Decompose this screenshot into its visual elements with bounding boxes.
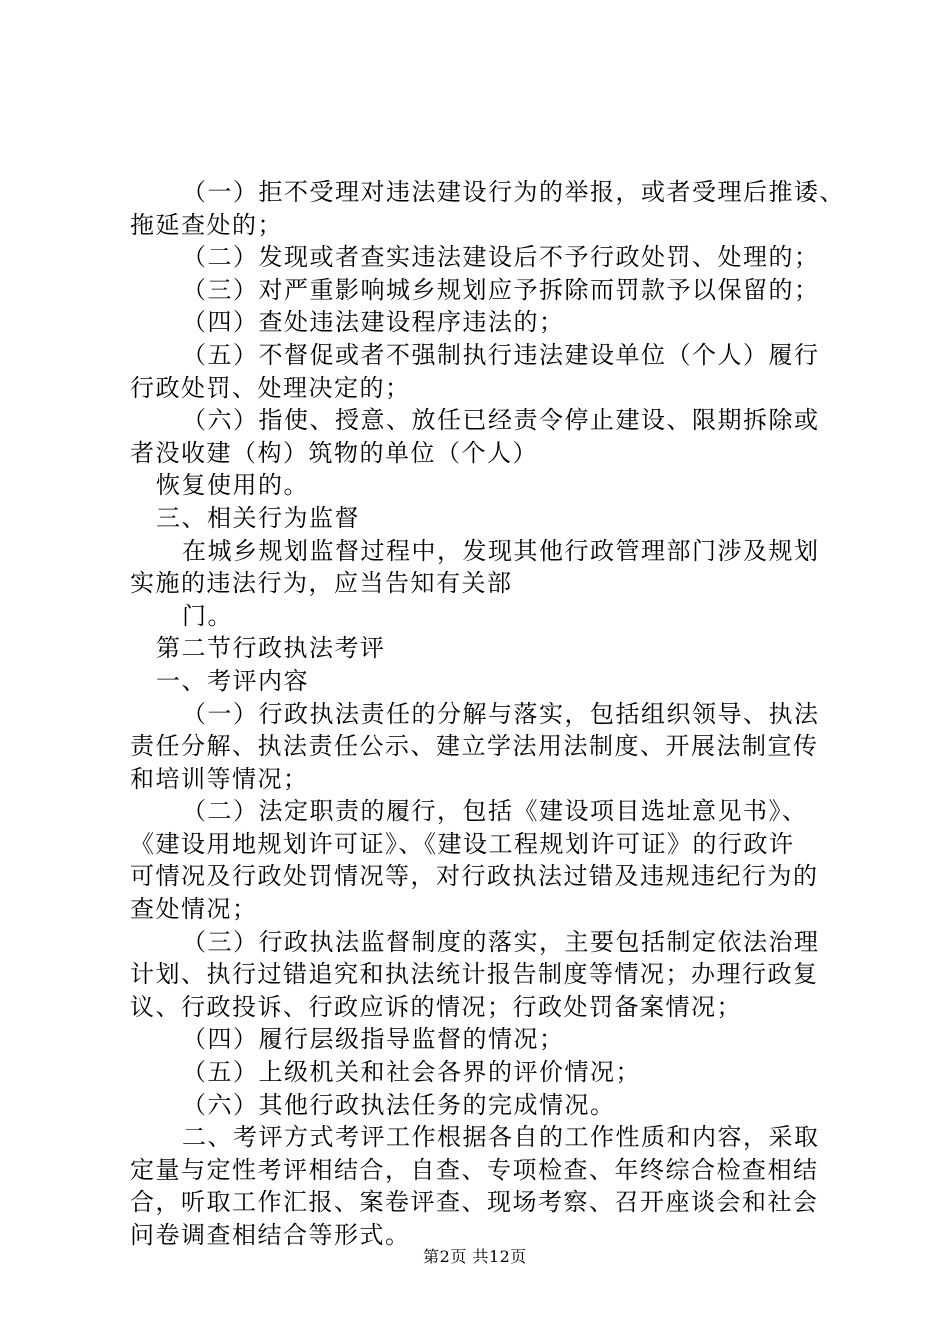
text-line: 《建设用地规划许可证》、《建设工程规划许可证》的行政许 (130, 829, 795, 858)
text-line: 第二节行政执法考评 (156, 634, 386, 663)
text-line: 拖延查处的； (130, 210, 283, 239)
text-line: （四）履行层级指导监督的情况； (182, 1025, 565, 1054)
text-line: 问卷调查相结合等形式。 (130, 1221, 411, 1249)
text-line: 门。 (182, 601, 233, 630)
text-line: （六）其他行政执法任务的完成情况。 (182, 1090, 616, 1119)
text-line: （一）行政执法责任的分解与落实，包括组织领导、执法 (182, 699, 820, 728)
text-line: 一、考评内容 (156, 666, 309, 695)
text-line: 行政处罚、处理决定的； (130, 373, 411, 402)
text-line: 恢复使用的。 (156, 471, 309, 500)
text-line: 三、相关行为监督 (156, 503, 360, 532)
text-line: 在城乡规划监督过程中，发现其他行政管理部门涉及规划 (182, 536, 820, 565)
text-line: 定量与定性考评相结合，自查、专项检查、年终综合检查相结 (130, 1155, 819, 1184)
text-line: （四）查处违法建设程序违法的； (182, 308, 565, 337)
text-line: （三）行政执法监督制度的落实，主要包括制定依法治理 (182, 927, 820, 956)
text-line: （五）不督促或者不强制执行违法建设单位（个人）履行 (182, 340, 820, 369)
text-line: 责任分解、执法责任公示、建立学法用法制度、开展法制宣传 (130, 732, 819, 761)
text-line: （六）指使、授意、放任已经责令停止建设、限期拆除或 (182, 406, 820, 435)
text-line: （一）拒不受理对违法建设行为的举报，或者受理后推诿、 (182, 178, 845, 206)
page-number-footer: 第2页 共12页 (423, 1247, 527, 1266)
text-line: 者没收建（构）筑物的单位（个人） (130, 438, 538, 467)
text-line: 和培训等情况； (130, 764, 309, 793)
text-line: （二）发现或者查实违法建设后不予行政处罚、处理的； (182, 243, 820, 272)
text-line: （五）上级机关和社会各界的评价情况； (182, 1058, 641, 1087)
text-line: 议、行政投诉、行政应诉的情况；行政处罚备案情况； (130, 992, 742, 1021)
text-line: （三）对严重影响城乡规划应予拆除而罚款予以保留的； (182, 275, 820, 304)
text-line: 二、考评方式考评工作根据各自的工作性质和内容，采取 (182, 1123, 820, 1152)
text-line: 合，听取工作汇报、案卷评查、现场考察、召开座谈会和社会 (130, 1188, 819, 1217)
text-line: 查处情况； (130, 895, 258, 924)
document-body (130, 176, 845, 1252)
text-line: 可情况及行政处罚情况等，对行政执法过错及违规违纪行为的 (130, 862, 819, 891)
text-line: 计划、执行过错追究和执法统计报告制度等情况；办理行政复 (130, 960, 819, 989)
text-line: （二）法定职责的履行，包括《建设项目选址意见书》、 (182, 797, 808, 826)
text-line: 实施的违法行为，应当告知有关部 (130, 569, 513, 598)
